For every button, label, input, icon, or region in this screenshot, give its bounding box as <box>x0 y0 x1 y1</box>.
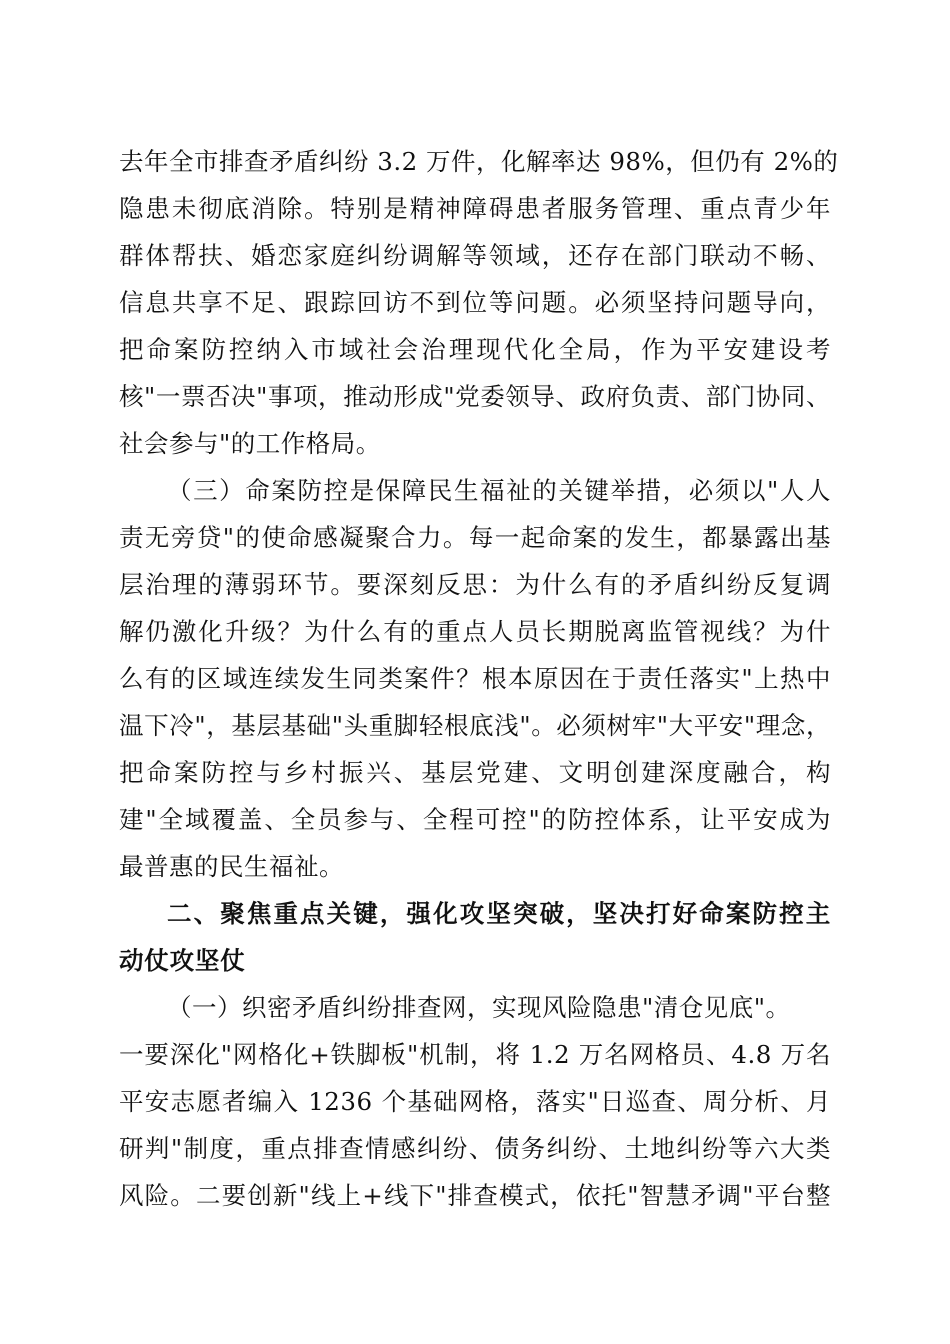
body-text-line: 信息共享不足、跟踪回访不到位等问题。必须坚持问题导向， <box>119 288 831 317</box>
body-text-line: 隐患未彻底消除。特别是精神障碍患者服务管理、重点青少年 <box>119 194 831 223</box>
body-text-line: 把命案防控与乡村振兴、基层党建、文明创建深度融合，构 <box>119 758 831 787</box>
body-text-line: 平安志愿者编入 1236 个基础网格，落实"日巡查、周分析、月 <box>119 1087 831 1116</box>
body-text-line: 群体帮扶、婚恋家庭纠纷调解等领域，还存在部门联动不畅、 <box>119 241 831 270</box>
section-heading: 二、聚焦重点关键，强化攻坚突破，坚决打好命案防控主 <box>167 899 831 928</box>
body-text-line: 建"全域覆盖、全员参与、全程可控"的防控体系，让平安成为 <box>119 805 831 834</box>
body-text-line: 研判"制度，重点排查情感纠纷、债务纠纷、土地纠纷等六大类 <box>119 1134 831 1163</box>
section-heading-continuation: 动仗攻坚仗 <box>119 946 246 975</box>
body-text-line: 一要深化"网格化+铁脚板"机制，将 1.2 万名网格员、4.8 万名 <box>119 1040 831 1069</box>
body-text-line: 核"一票否决"事项，推动形成"党委领导、政府负责、部门协同、 <box>119 382 831 411</box>
body-text-line: 解仍激化升级？为什么有的重点人员长期脱离监管视线？为什 <box>119 617 831 646</box>
body-text-line: 社会参与"的工作格局。 <box>119 429 381 458</box>
paragraph-first-line: （一）织密矛盾纠纷排查网，实现风险隐患"清仓见底"。 <box>167 993 791 1022</box>
body-text-line: 去年全市排查矛盾纠纷 3.2 万件，化解率达 98%，但仍有 2%的 <box>119 147 839 176</box>
body-text-line: 风险。二要创新"线上+线下"排查模式，依托"智慧矛调"平台整 <box>119 1181 831 1210</box>
body-text-line: 层治理的薄弱环节。要深刻反思：为什么有的矛盾纠纷反复调 <box>119 570 831 599</box>
body-text-line: 么有的区域连续发生同类案件？根本原因在于责任落实"上热中 <box>119 664 831 693</box>
body-text-line: 温下冷"，基层基础"头重脚轻根底浅"。必须树牢"大平安"理念， <box>119 711 831 740</box>
body-text-line: 把命案防控纳入市域社会治理现代化全局，作为平安建设考 <box>119 335 831 364</box>
body-text-line: 最普惠的民生福祉。 <box>119 852 344 881</box>
paragraph-first-line: （三）命案防控是保障民生福祉的关键举措，必须以"人人 <box>167 476 831 505</box>
body-text-line: 责无旁贷"的使命感凝聚合力。每一起命案的发生，都暴露出基 <box>119 523 831 552</box>
